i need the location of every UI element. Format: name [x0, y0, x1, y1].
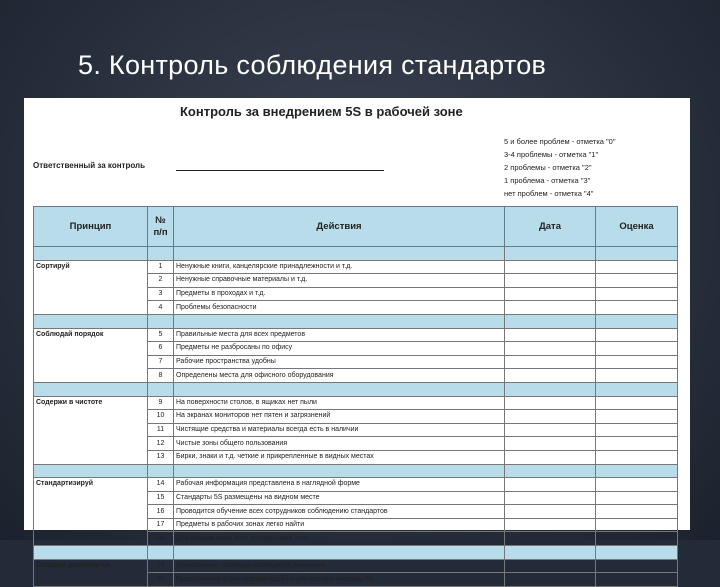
item-action: Предложения и реализация идей по улучшению системы 5S [174, 573, 505, 587]
separator-cell [505, 247, 596, 261]
date-cell[interactable] [505, 287, 596, 301]
score-cell[interactable] [596, 450, 678, 464]
item-action: Определены места для офисного оборудования [174, 369, 505, 383]
legend-item: нет проблем - отметка "4" [504, 189, 594, 198]
score-cell[interactable] [596, 342, 678, 356]
slide-title: 5. Контроль соблюдения стандартов [78, 50, 547, 80]
item-number: 15 [148, 491, 174, 505]
score-cell[interactable] [596, 532, 678, 546]
date-cell[interactable] [505, 450, 596, 464]
table-row [34, 478, 678, 492]
table-header-row [34, 207, 678, 247]
item-action: Ненужные справочные материалы и т.д. [174, 274, 505, 288]
header-actions: Действия [174, 207, 505, 247]
separator-cell [505, 546, 596, 560]
separator-cell [505, 382, 596, 396]
item-action: Контрольные проверки проводятся регулярно [174, 559, 505, 573]
item-action: Стандарты 5S размещены на видном месте [174, 491, 505, 505]
score-cell[interactable] [596, 328, 678, 342]
item-action: Ненужные книги, канцелярские принадлежности и т.д. [174, 260, 505, 274]
item-action: Бирки, знаки и т.д. четкие и прикрепленные в видных местах [174, 450, 505, 464]
score-cell[interactable] [596, 410, 678, 424]
date-cell[interactable] [505, 423, 596, 437]
table-row [34, 328, 678, 342]
item-number: 11 [148, 423, 174, 437]
date-cell[interactable] [505, 532, 596, 546]
item-number: 12 [148, 437, 174, 451]
legend-item: 3-4 проблемы - отметка "1" [504, 150, 599, 159]
date-cell[interactable] [505, 559, 596, 573]
separator-cell [596, 464, 678, 478]
separator-cell [174, 314, 505, 328]
score-cell[interactable] [596, 505, 678, 519]
date-cell[interactable] [505, 396, 596, 410]
item-number: 13 [148, 450, 174, 464]
item-number: 2 [148, 274, 174, 288]
item-number: 19 [148, 559, 174, 573]
principle-cell: Сохрани достигнутое [34, 559, 148, 586]
legend-item: 1 проблема - отметка "3" [504, 176, 591, 185]
score-legend [504, 135, 616, 200]
item-action: Предметы не разбросаны по офису [174, 342, 505, 356]
group-separator [34, 314, 678, 328]
item-action: Правильные места для всех предметов [174, 328, 505, 342]
item-action: Проводится обучение всех сотрудников соблюдению стандартов [174, 505, 505, 519]
score-cell[interactable] [596, 573, 678, 587]
date-cell[interactable] [505, 573, 596, 587]
date-cell[interactable] [505, 491, 596, 505]
separator-cell [148, 546, 174, 560]
date-cell[interactable] [505, 369, 596, 383]
checklist-document [24, 98, 690, 583]
item-number: 17 [148, 518, 174, 532]
score-cell[interactable] [596, 287, 678, 301]
date-cell[interactable] [505, 518, 596, 532]
item-number: 4 [148, 301, 174, 315]
separator-cell [148, 247, 174, 261]
date-cell[interactable] [505, 301, 596, 315]
principle-cell: Стандартизируй [34, 478, 148, 546]
group-separator [34, 382, 678, 396]
principle-cell: Содержи в чистоте [34, 396, 148, 464]
score-cell[interactable] [596, 437, 678, 451]
separator-cell [34, 314, 148, 328]
legend-item: 2 проблемы - отметка "2" [504, 163, 592, 172]
score-cell[interactable] [596, 260, 678, 274]
form-title: Контроль за внедрением 5S в рабочей зоне [180, 104, 463, 119]
item-number: 1 [148, 260, 174, 274]
score-cell[interactable] [596, 396, 678, 410]
separator-cell [174, 247, 505, 261]
score-cell[interactable] [596, 369, 678, 383]
separator-cell [174, 546, 505, 560]
separator-cell [148, 382, 174, 396]
header-principle: Принцип [34, 207, 148, 247]
item-action: На экранах мониторов нет пятен и загрязнений [174, 410, 505, 424]
item-number: 8 [148, 369, 174, 383]
item-number: 5 [148, 328, 174, 342]
score-cell[interactable] [596, 274, 678, 288]
separator-cell [148, 314, 174, 328]
item-number: 3 [148, 287, 174, 301]
table-row [34, 559, 678, 573]
date-cell[interactable] [505, 355, 596, 369]
separator-cell [34, 382, 148, 396]
header-date: Дата [505, 207, 596, 247]
item-number: 6 [148, 342, 174, 356]
score-cell[interactable] [596, 301, 678, 315]
score-cell[interactable] [596, 423, 678, 437]
item-action: Рабочая информация представлена в наглядной форме [174, 478, 505, 492]
separator-cell [174, 382, 505, 396]
separator-cell [596, 382, 678, 396]
table-row [34, 396, 678, 410]
item-action: Чистые зоны общего пользования [174, 437, 505, 451]
group-separator [34, 247, 678, 261]
item-number: 18 [148, 532, 174, 546]
responsible-signature-line [176, 170, 384, 171]
separator-cell [34, 464, 148, 478]
date-cell[interactable] [505, 342, 596, 356]
date-cell[interactable] [505, 328, 596, 342]
legend-item: 5 и более проблем - отметка "0" [504, 137, 616, 146]
item-number: 16 [148, 505, 174, 519]
item-number: 7 [148, 355, 174, 369]
separator-cell [34, 247, 148, 261]
principle-cell: Соблюдай порядок [34, 328, 148, 382]
item-action: Предметы в проходах и т.д. [174, 287, 505, 301]
separator-cell [596, 546, 678, 560]
group-separator [34, 546, 678, 560]
score-cell[interactable] [596, 478, 678, 492]
separator-cell [505, 314, 596, 328]
item-action: Для каждой зоны есть контрольный лист [174, 532, 505, 546]
principle-cell: Сортируй [34, 260, 148, 314]
separator-cell [596, 314, 678, 328]
separator-cell [34, 546, 148, 560]
item-action: Проблемы безопасности [174, 301, 505, 315]
item-action: На поверхности столов, в ящиках нет пыли [174, 396, 505, 410]
table-row [34, 260, 678, 274]
header-score: Оценка [596, 207, 678, 247]
item-action: Чистящие средства и материалы всегда есть в наличии [174, 423, 505, 437]
separator-cell [174, 464, 505, 478]
date-cell[interactable] [505, 260, 596, 274]
item-action: Рабочие пространства удобны [174, 355, 505, 369]
score-cell[interactable] [596, 491, 678, 505]
responsible-label: Ответственный за контроль [33, 161, 146, 170]
item-number: 10 [148, 410, 174, 424]
group-separator [34, 464, 678, 478]
separator-cell [148, 464, 174, 478]
item-number: 9 [148, 396, 174, 410]
item-number: 14 [148, 478, 174, 492]
date-cell[interactable] [505, 478, 596, 492]
date-cell[interactable] [505, 437, 596, 451]
item-action: Предметы в рабочих зонах легко найти [174, 518, 505, 532]
date-cell[interactable] [505, 505, 596, 519]
separator-cell [505, 464, 596, 478]
checklist-table [33, 206, 678, 587]
header-number: № п/п [148, 207, 174, 247]
item-number: 20 [148, 573, 174, 587]
separator-cell [596, 247, 678, 261]
score-cell[interactable] [596, 559, 678, 573]
score-cell[interactable] [596, 518, 678, 532]
date-cell[interactable] [505, 274, 596, 288]
date-cell[interactable] [505, 410, 596, 424]
score-cell[interactable] [596, 355, 678, 369]
